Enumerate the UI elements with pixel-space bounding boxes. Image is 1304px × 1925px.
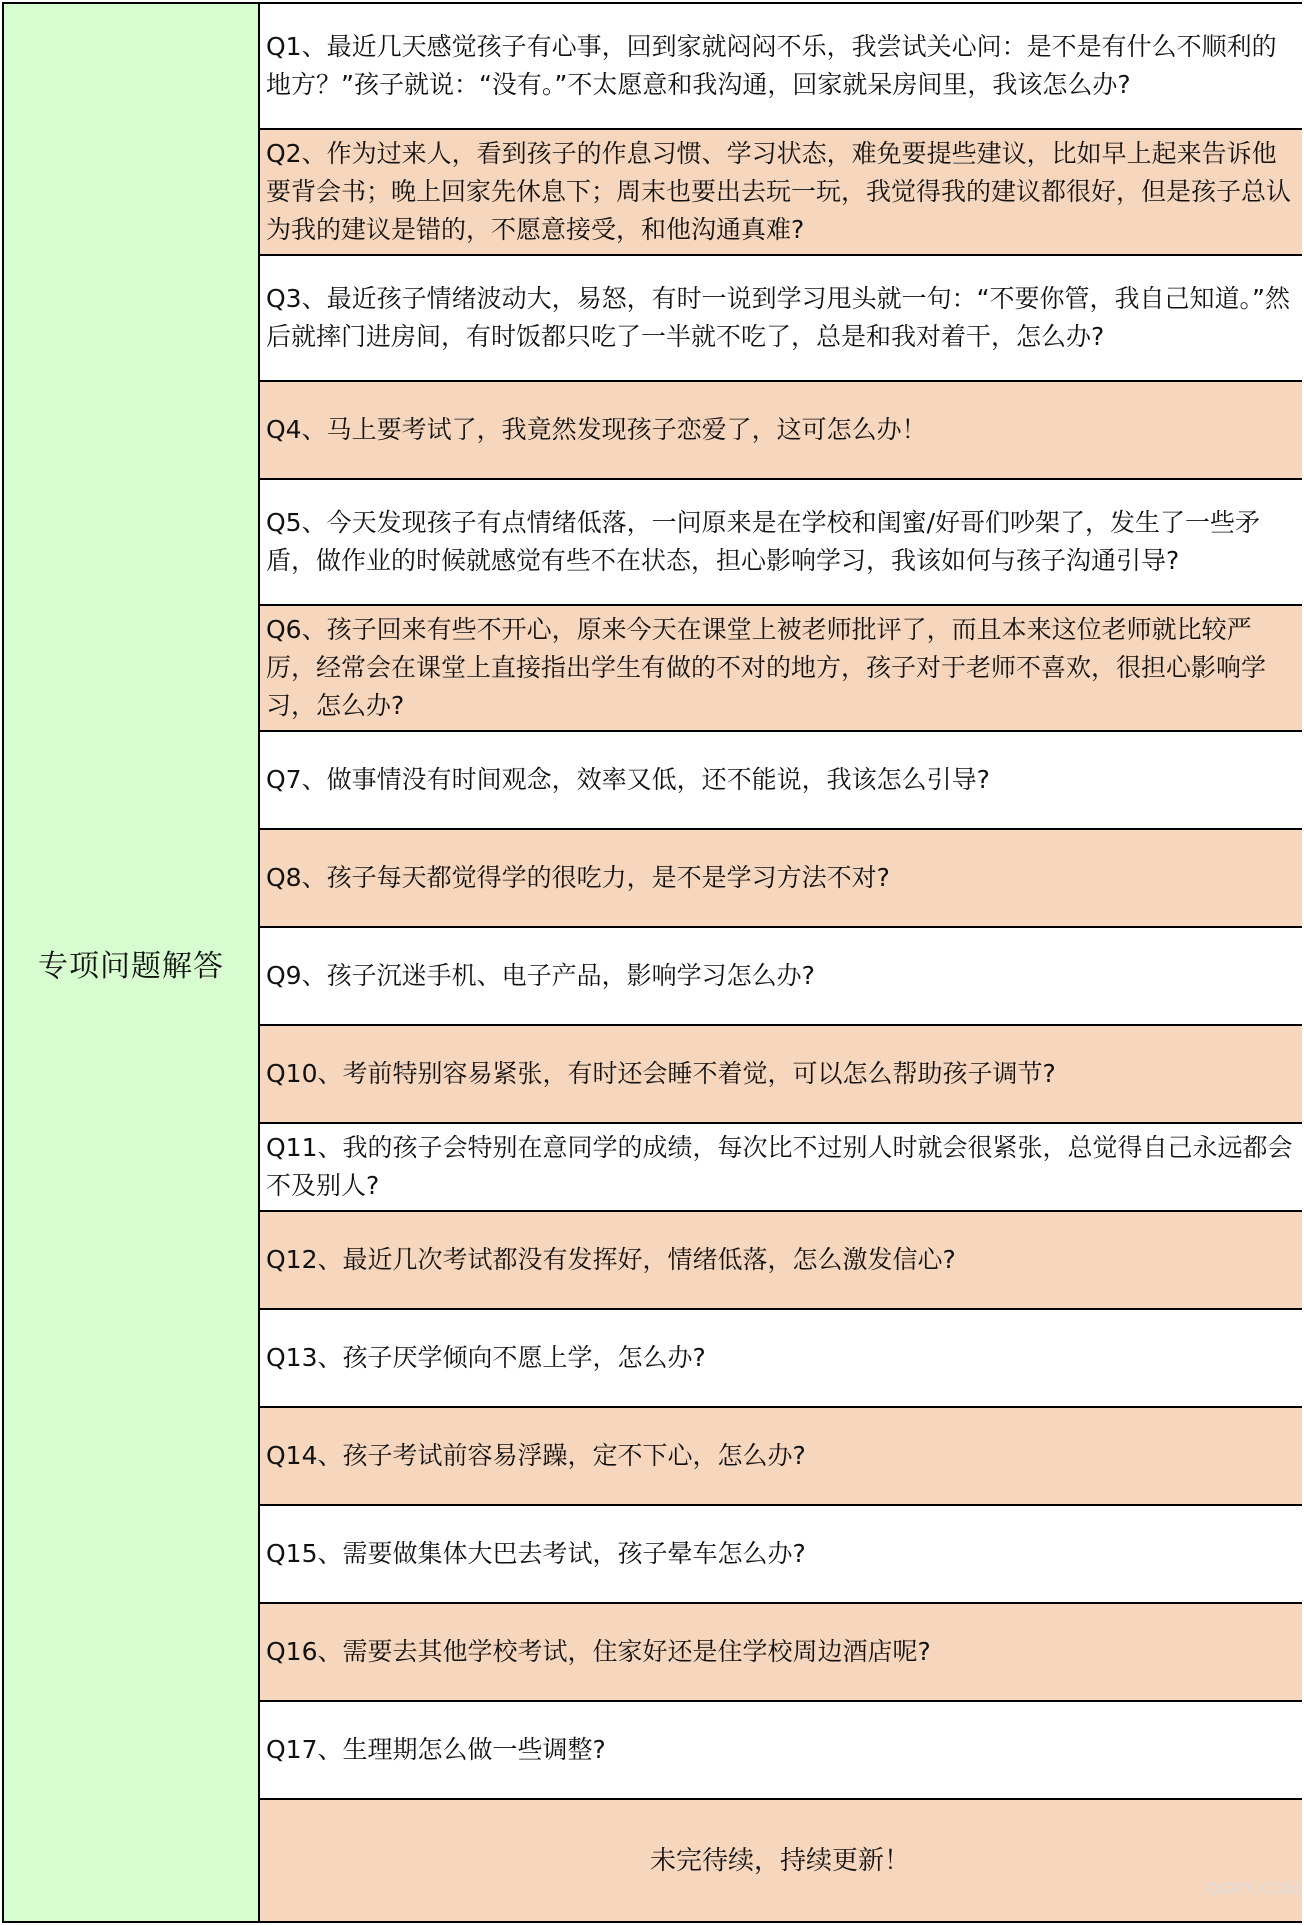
question-text: Q11、我的孩子会特别在意同学的成绩，每次比不过别人时就会很紧张，总觉得自己永远都会不及别人? bbox=[266, 1133, 1293, 1200]
question-text: Q7、做事情没有时间观念，效率又低，还不能说，我该怎么引导? bbox=[266, 765, 990, 794]
question-text: Q3、最近孩子情绪波动大，易怒，有时一说到学习甩头就一句：“不要你管，我自己知道。”然后就摔门进房间，有时饭都只吃了一半就不吃了，总是和我对着干，怎么办? bbox=[266, 284, 1290, 351]
question-row-1 bbox=[260, 4, 1302, 130]
question-row-9 bbox=[260, 928, 1302, 1026]
question-row-3 bbox=[260, 256, 1302, 382]
question-text: Q1、最近几天感觉孩子有心事，回到家就闷闷不乐，我尝试关心问：是不是有什么不顺利的地方？”孩子就说：“没有。”不太愿意和我沟通，回家就呆房间里，我该怎么办? bbox=[266, 32, 1277, 99]
question-row-7 bbox=[260, 732, 1302, 830]
category-label: 专项问题解答 bbox=[38, 948, 224, 984]
footer-row bbox=[260, 1800, 1302, 1921]
question-text: Q2、作为过来人，看到孩子的作息习惯、学习状态，难免要提些建议，比如早上起来告诉他要背会书；晚上回家先休息下；周末也要出去玩一玩，我觉得我的建议都很好，但是孩子总认为我的建议是错的，不愿意接受，和他沟通真难? bbox=[266, 139, 1292, 244]
question-text: Q16、需要去其他学校考试，住家好还是住学校周边酒店呢? bbox=[266, 1637, 931, 1666]
question-text: Q4、马上要考试了，我竟然发现孩子恋爱了，这可怎么办！ bbox=[266, 415, 927, 444]
question-text: Q13、孩子厌学倾向不愿上学，怎么办? bbox=[266, 1343, 706, 1372]
question-row-15 bbox=[260, 1506, 1302, 1604]
question-row-5 bbox=[260, 480, 1302, 606]
question-text: Q14、孩子考试前容易浮躁，定不下心，怎么办? bbox=[266, 1441, 806, 1470]
question-row-16 bbox=[260, 1604, 1302, 1702]
question-text: Q9、孩子沉迷手机、电子产品，影响学习怎么办? bbox=[266, 961, 815, 990]
question-row-11 bbox=[260, 1124, 1302, 1212]
question-row-2 bbox=[260, 130, 1302, 256]
question-text: Q17、生理期怎么做一些调整? bbox=[266, 1735, 606, 1764]
question-text: Q6、孩子回来有些不开心，原来今天在课堂上被老师批评了，而且本来这位老师就比较严厉，经常会在课堂上直接指出学生有做的不对的地方，孩子对于老师不喜欢，很担心影响学习，怎么办? bbox=[266, 615, 1267, 720]
question-row-12 bbox=[260, 1212, 1302, 1310]
question-row-13 bbox=[260, 1310, 1302, 1408]
question-row-14 bbox=[260, 1408, 1302, 1506]
question-row-4 bbox=[260, 382, 1302, 480]
category-cell bbox=[4, 4, 260, 1921]
question-row-6 bbox=[260, 606, 1302, 732]
question-text: Q10、考前特别容易紧张，有时还会睡不着觉，可以怎么帮助孩子调节? bbox=[266, 1059, 1056, 1088]
qa-table bbox=[2, 2, 1302, 1923]
question-row-10 bbox=[260, 1026, 1302, 1124]
question-row-17 bbox=[260, 1702, 1302, 1800]
question-text: Q15、需要做集体大巴去考试，孩子晕车怎么办? bbox=[266, 1539, 806, 1568]
question-text: Q12、最近几次考试都没有发挥好，情绪低落，怎么激发信心? bbox=[266, 1245, 956, 1274]
question-text: Q5、今天发现孩子有点情绪低落，一问原来是在学校和闺蜜/好哥们吵架了，发生了一些矛盾，做作业的时候就感觉有些不在状态，担心影响学习，我该如何与孩子沟通引导? bbox=[266, 508, 1261, 575]
question-list bbox=[260, 4, 1302, 1921]
question-row-8 bbox=[260, 830, 1302, 928]
footer-text: 未完待续，持续更新！ bbox=[649, 1845, 910, 1876]
question-text: Q8、孩子每天都觉得学的很吃力，是不是学习方法不对? bbox=[266, 863, 890, 892]
watermark: QGPX.COM bbox=[1206, 1879, 1300, 1898]
